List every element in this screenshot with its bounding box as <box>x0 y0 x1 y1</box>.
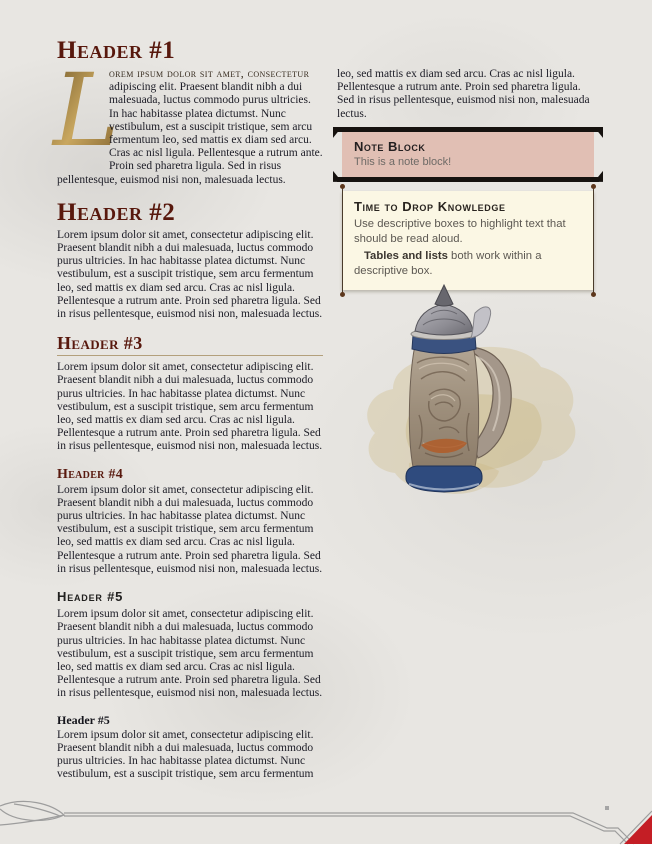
section-heading-4: Header #4 <box>57 466 124 482</box>
descriptive-box-title: Time to Drop Knowledge <box>354 198 506 214</box>
descriptive-box-border-right <box>593 187 594 294</box>
page-footer-ornament <box>0 794 652 844</box>
note-border-tip <box>333 127 342 138</box>
dropcap-paragraph <box>53 52 323 187</box>
section-heading-5: Header #5 <box>57 589 124 605</box>
descriptive-box <box>342 191 594 290</box>
body-paragraph: Lorem ipsum dolor sit amet, consectetur adipiscing elit. Praesent blandit nibh a dui malesuada, luctus commodo purus ultricies. In hac habitasse platea dictumst. Nunc vestibulum, est a suscipit tristique, sem arcu fermentum leo, sed mattis ex diam sed arcu. Cras ac nisl ligula. Pellentesque a rutrum ante. Proin sed pharetra ligula. Sed in risus pellentesque, euismod nisi non, malesuada lectus. <box>57 228 323 321</box>
descriptive-box-bold-text: Tables and lists <box>364 249 448 262</box>
beer-stein-image <box>349 283 595 509</box>
section-header-4 <box>57 467 323 576</box>
svg-text:L: L <box>53 52 120 169</box>
section-heading-6: Header #5 <box>57 712 110 727</box>
note-block-body: This is a note block! <box>354 155 452 168</box>
left-column <box>53 37 323 781</box>
dropcap-first-line: orem ipsum dolor sit amet, consectetur <box>109 66 310 80</box>
stein-base <box>406 466 482 492</box>
stein-thumblift <box>471 307 491 338</box>
section-header-6 <box>57 714 323 782</box>
section-header-2 <box>57 200 323 321</box>
footer-dot <box>605 806 609 810</box>
footer-red-triangle <box>624 815 652 844</box>
section-heading-1: Header #1 <box>57 37 176 64</box>
dropcap-rest-text: adipiscing elit. Praesent blandit nibh a dui malesuada, luctus commodo purus ultricies. In hac habitasse platea dictumst. Nunc vestibulum, est a suscipit tristique, sem arcu fermentum leo, sed mattis ex diam sed arcu. Cras ac nisl ligula. Pellentesque a rutrum ante. Proin sed pharetra ligula. Sed in risus pellentesque, euismod nisi non, malesuada lectus. <box>57 81 323 186</box>
note-block-title: Note Block <box>354 138 426 154</box>
body-paragraph: Lorem ipsum dolor sit amet, consectetur adipiscing elit. Praesent blandit nibh a dui malesuada, luctus commodo purus ultricies. In hac habitasse platea dictumst. Nunc vestibulum, est a suscipit tristique, sem arcu fermentum leo, sed mattis ex diam sed arcu. Cras ac nisl ligula. Pellentesque a rutrum ante. Proin sed pharetra ligula. Sed in risus pellentesque, euismod nisi non, malesuada lectus. <box>57 608 323 700</box>
footer-rule-lines <box>64 811 652 844</box>
section-header-3 <box>57 334 323 453</box>
note-border-tip <box>594 127 603 138</box>
descriptive-box-line2-rest: both work within a descriptive box. <box>354 249 542 278</box>
right-column <box>337 38 599 304</box>
note-border-tip <box>594 171 603 182</box>
descriptive-box-line2 <box>354 249 582 280</box>
body-paragraph: Lorem ipsum dolor sit amet, consectetur adipiscing elit. Praesent blandit nibh a dui malesuada, luctus commodo purus ultricies. In hac habitasse platea dictumst. Nunc vestibulum, est a suscipit tristique, sem arcu fermentum leo, sed mattis ex diam sed arcu. Cras ac nisl ligula. Pellentesque a rutrum ante. Proin sed pharetra ligula. Sed in risus pellentesque, euismod nisi non, malesuada lectus. <box>57 483 323 575</box>
dropcap-letter <box>53 52 120 169</box>
body-paragraph: Lorem ipsum dolor sit amet, consectetur adipiscing elit. Praesent blandit nibh a dui malesuada, luctus commodo purus ultricies. In hac habitasse platea dictumst. Nunc vestibulum, est a suscipit tristique, sem arcu fermentum <box>57 728 314 781</box>
descriptive-box-border-left <box>342 187 343 294</box>
continued-paragraph: leo, sed mattis ex diam sed arcu. Cras ac nisl ligula. Pellentesque a rutrum ante. Proin sed pharetra ligula. Sed in risus pellentesque, euismod nisi non, malesuada lectus. <box>337 68 590 120</box>
body-paragraph: Lorem ipsum dolor sit amet, consectetur adipiscing elit. Praesent blandit nibh a dui malesuada, luctus commodo purus ultricies. In hac habitasse platea dictumst. Nunc vestibulum, est a suscipit tristique, sem arcu fermentum leo, sed mattis ex diam sed arcu. Cras ac nisl ligula. Pellentesque a rutrum ante. Proin sed pharetra ligula. Sed in risus pellentesque, euismod nisi non, malesuada lectus. <box>57 361 323 453</box>
section-heading-3: Header #3 <box>57 334 323 356</box>
section-header-5 <box>57 589 323 700</box>
note-block <box>342 132 594 177</box>
descriptive-box-line1: Use descriptive boxes to highlight text that should be read aloud. <box>354 217 566 246</box>
note-border-tip <box>333 171 342 182</box>
section-heading-2: Header #2 <box>57 198 176 226</box>
footer-quill-leaf <box>0 801 64 825</box>
stein-finial <box>435 285 453 306</box>
